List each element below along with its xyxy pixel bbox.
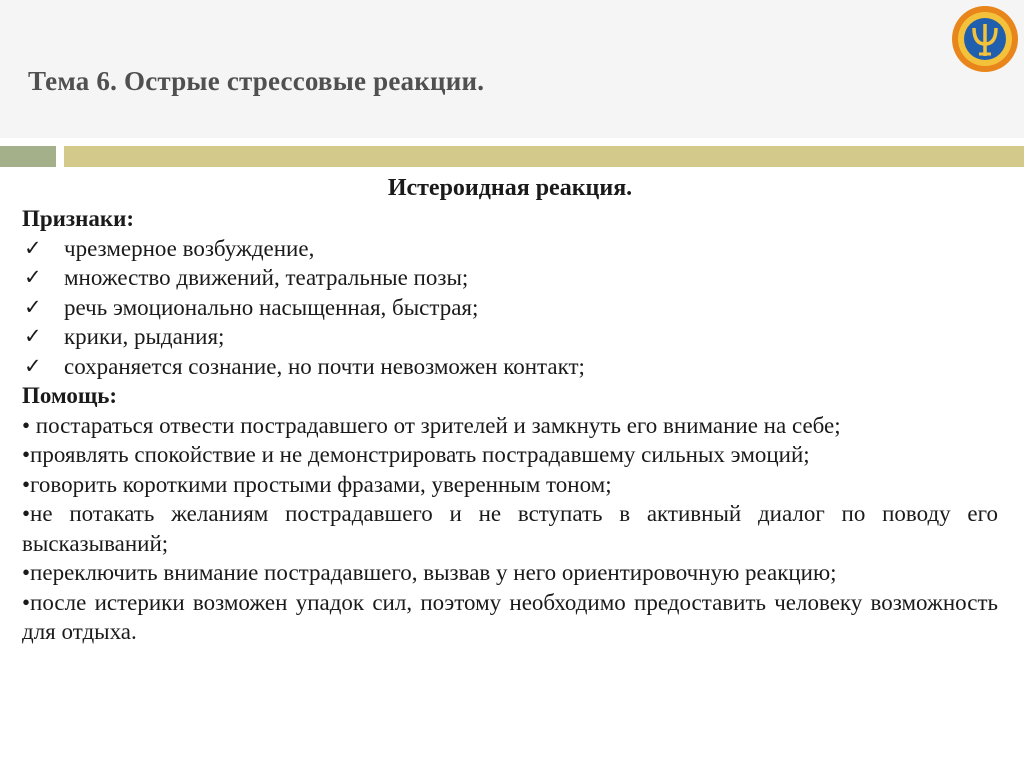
signs-list (22, 234, 998, 382)
signs-label: Признаки: (22, 206, 135, 231)
help-item: •после истерики возможен упадок сил, поэтому необходимо предоставить человеку возможность для отдыха. (22, 589, 998, 644)
accent-bar-left (0, 146, 56, 167)
help-item: •переключить внимание пострадавшего, вызвав у него ориентировочную реакцию; (22, 560, 837, 585)
checkmark-icon: ✓ (24, 265, 42, 289)
slide-content (22, 172, 998, 647)
accent-bar-right (64, 146, 1024, 167)
list-item: ✓ чрезмерное возбуждение, (22, 234, 998, 264)
help-item: • постараться отвести пострадавшего от зрителей и замкнуть его внимание на себе; (22, 412, 841, 438)
list-item: ✓ множество движений, театральные позы; (22, 263, 998, 293)
slide-title: Тема 6. Острые стрессовые реакции. (28, 66, 485, 96)
slide-header (0, 0, 1024, 138)
checkmark-icon: ✓ (24, 235, 42, 260)
help-item: •проявлять спокойствие и не демонстрировать пострадавшему сильных эмоций; (22, 442, 810, 467)
list-item: ✓ крики, рыдания; (22, 322, 998, 352)
checkmark-icon: ✓ (24, 324, 42, 348)
help-item: •говорить короткими простыми фразами, уверенным тоном; (22, 471, 612, 497)
list-item: ✓ сохраняется сознание, но почти невозможен контакт; (22, 352, 998, 382)
help-item: •не потакать желаниям пострадавшего и не вступать в активный диалог по поводу его высказываний; (22, 501, 998, 556)
checkmark-icon: ✓ (24, 294, 42, 319)
university-logo-icon (950, 4, 1020, 74)
list-item: ✓ речь эмоционально насыщенная, быстрая; (22, 293, 998, 323)
help-label: Помощь: (22, 383, 118, 408)
subtitle: Истероидная реакция. (387, 175, 633, 201)
checkmark-icon: ✓ (24, 353, 42, 378)
